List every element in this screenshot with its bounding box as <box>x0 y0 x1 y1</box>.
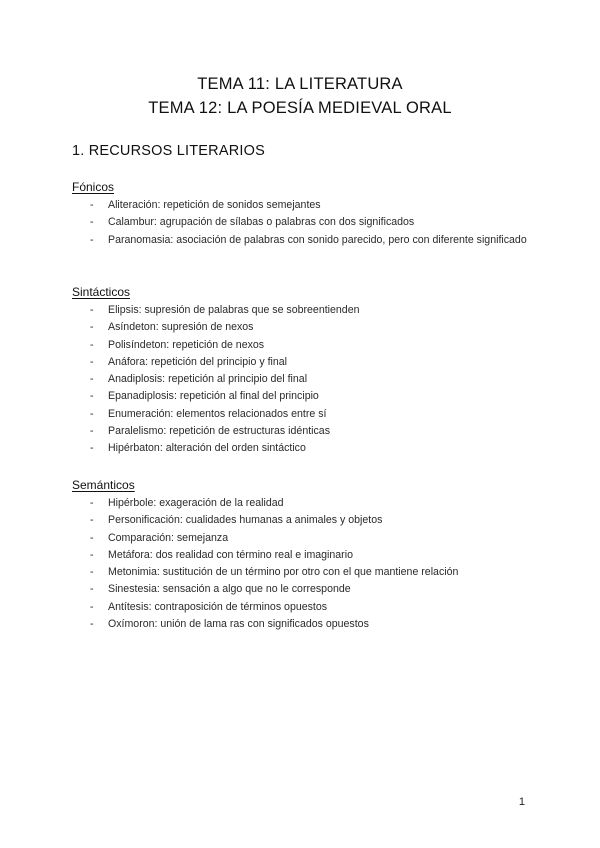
list-item-text: Oxímoron: unión de lama ras con significados opuestos <box>108 618 369 631</box>
list-item <box>72 232 532 249</box>
list-sintacticos <box>72 302 532 458</box>
list-marker: - <box>90 583 94 596</box>
list-item <box>72 388 532 405</box>
list-item <box>72 337 532 354</box>
list-marker: - <box>90 407 94 420</box>
group-semanticos <box>72 478 532 633</box>
list-item-text: Enumeración: elementos relacionados entre sí <box>108 407 327 420</box>
list-item-text: Metonimia: sustitución de un término por otro con el que mantiene relación <box>108 566 459 579</box>
list-item-text: Metáfora: dos realidad con término real e imaginario <box>108 548 353 561</box>
list-marker: - <box>90 373 94 386</box>
list-item <box>72 564 532 581</box>
list-marker: - <box>90 304 94 316</box>
list-item <box>72 214 532 231</box>
list-item <box>72 440 532 457</box>
list-marker: - <box>90 199 94 211</box>
list-item-text: Elipsis: supresión de palabras que se sobreentienden <box>108 304 360 316</box>
list-item-text: Calambur: agrupación de sílabas o palabras con dos significados <box>108 216 415 229</box>
list-item-text: Personificación: cualidades humanas a animales y objetos <box>108 514 383 527</box>
list-item-text: Sinestesia: sensación a algo que no le corresponde <box>108 583 351 596</box>
list-marker: - <box>90 338 94 351</box>
list-marker: - <box>90 233 94 246</box>
list-marker: - <box>90 566 94 579</box>
document-title <box>0 72 600 120</box>
list-item-text: Hipérbaton: alteración del orden sintáctico <box>108 442 306 455</box>
group-title-semanticos: Semánticos <box>72 478 135 492</box>
list-item-text: Asíndeton: supresión de nexos <box>108 321 254 334</box>
list-item <box>72 197 532 214</box>
list-item <box>72 406 532 423</box>
list-marker: - <box>90 600 94 613</box>
list-marker: - <box>90 618 94 631</box>
list-marker: - <box>90 355 94 368</box>
list-marker: - <box>90 425 94 438</box>
list-item <box>72 302 532 319</box>
list-item-text: Paranomasia: asociación de palabras con sonido parecido, pero con diferente significado <box>108 233 527 246</box>
list-item-text: Anáfora: repetición del principio y final <box>108 355 288 368</box>
list-fonicos <box>72 197 532 249</box>
list-item <box>72 319 532 336</box>
list-item <box>72 354 532 371</box>
list-item <box>72 616 532 633</box>
group-title-sintacticos: Sintácticos <box>72 285 131 299</box>
list-marker: - <box>90 390 94 403</box>
title-line-2: TEMA 12: LA POESÍA MEDIEVAL ORAL <box>148 99 452 117</box>
list-item <box>72 495 532 512</box>
list-item <box>72 581 532 598</box>
list-semanticos <box>72 495 532 633</box>
page-number: 1 <box>518 796 525 808</box>
list-item-text: Antítesis: contraposición de términos opuestos <box>108 600 328 613</box>
list-marker: - <box>90 548 94 561</box>
list-item <box>72 512 532 529</box>
list-item-text: Epanadiplosis: repetición al final del principio <box>108 390 319 403</box>
list-item-text: Anadiplosis: repetición al principio del final <box>108 373 308 386</box>
list-marker: - <box>90 531 94 544</box>
list-item-text: Comparación: semejanza <box>108 531 229 544</box>
list-item <box>72 599 532 616</box>
list-item-text: Aliteración: repetición de sonidos semejantes <box>108 199 321 211</box>
list-marker: - <box>90 216 94 229</box>
list-marker: - <box>90 497 94 509</box>
list-item <box>72 423 532 440</box>
section-heading: 1. RECURSOS LITERARIOS <box>72 143 265 159</box>
list-item <box>72 547 532 564</box>
list-item <box>72 530 532 547</box>
group-sintacticos <box>72 285 532 458</box>
title-line-1: TEMA 11: LA LITERATURA <box>197 75 403 93</box>
list-item <box>72 371 532 388</box>
group-fonicos <box>72 180 532 249</box>
list-marker: - <box>90 321 94 334</box>
list-item-text: Paralelismo: repetición de estructuras idénticas <box>108 425 330 438</box>
list-item-text: Hipérbole: exageración de la realidad <box>108 497 284 509</box>
list-item-text: Polisíndeton: repetición de nexos <box>108 338 265 351</box>
group-title-fonicos: Fónicos <box>72 180 115 194</box>
list-marker: - <box>90 514 94 527</box>
list-marker: - <box>90 442 94 455</box>
